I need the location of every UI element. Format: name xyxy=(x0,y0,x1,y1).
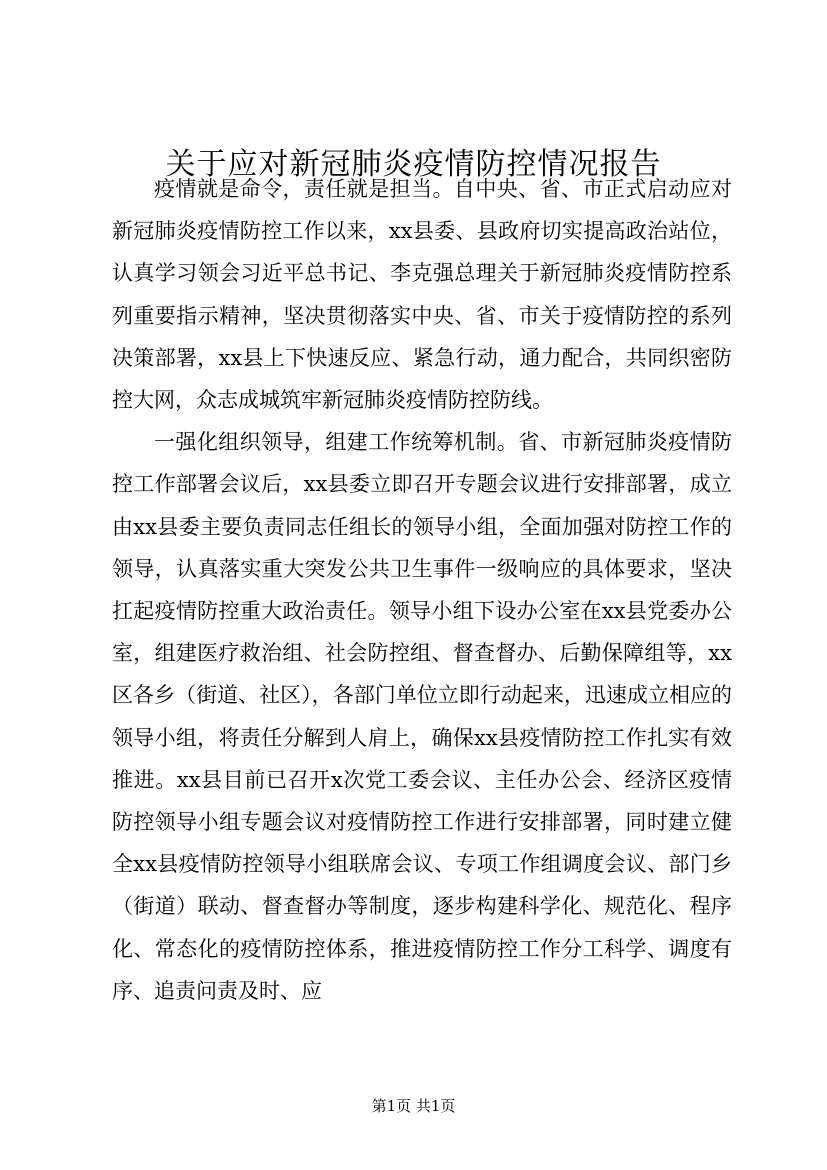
document-title: 关于应对新冠肺炎疫情防控情况报告 xyxy=(165,147,662,182)
document-body xyxy=(112,168,732,1012)
paragraph-intro: 疫情就是命令，责任就是担当。自中央、省、市正式启动应对新冠肺炎疫情防控工作以来，xx县委、县政府切实提高政治站位，认真学习领会习近平总书记、李克强总理关于新冠肺炎疫情防控系列重要指示精神，坚决贯彻落实中央、省、市关于疫情防控的系列决策部署，xx县上下快速反应、紧急行动，通力配合，共同织密防控大网，众志成城筑牢新冠肺炎疫情防控防线。 xyxy=(112,177,732,413)
page-footer: 第1页 共1页 xyxy=(371,1097,456,1115)
paragraph-organization: 一强化组织领导，组建工作统筹机制。省、市新冠肺炎疫情防控工作部署会议后，xx县委立即召开专题会议进行安排部署，成立由xx县委主要负责同志任组长的领导小组，全面加强对防控工作的领导，认真落实重大突发公共卫生事件一级响应的具体要求，坚决扛起疫情防控重大政治责任。领导小组下设办公室在xx县党委办公室，组建医疗救治组、社会防控组、督查督办、后勤保障组等，xx区各乡（街道、社区），各部门单位立即行动起来，迅速成立相应的领导小组，将责任分解到人肩上，确保xx县疫情防控工作扎实有效推进。xx县目前已召开x次党工委会议、主任办公会、经济区疫情防控领导小组专题会议对疫情防控工作进行安排部署，同时建立健全xx县疫情防控领导小组联席会议、专项工作组调度会议、部门乡（街道）联动、督查督办等制度，逐步构建科学化、规范化、程序化、常态化的疫情防控体系，推进疫情防控工作分工科学、调度有序、追责问责及时、应 xyxy=(112,430,732,1003)
